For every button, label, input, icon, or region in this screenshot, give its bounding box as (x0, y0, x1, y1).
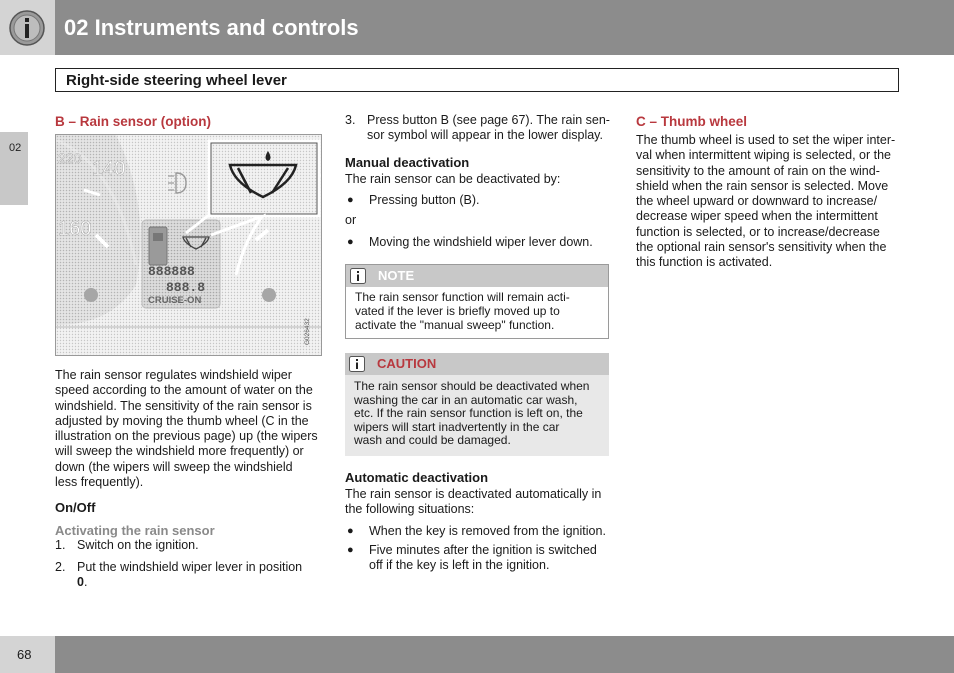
chapter-header (0, 0, 954, 55)
note-box (345, 264, 609, 339)
text-line: shield when the rain sensor is selected. Move (636, 178, 889, 193)
note-info-icon (350, 268, 366, 284)
text-line: illustration on the previous page) up (the wipers (55, 429, 318, 444)
text-line: washing the car in an automatic car wash, (354, 392, 578, 407)
section-bar (55, 68, 899, 92)
text-line: wash and could be damaged. (354, 433, 511, 448)
text-line: activate the "manual sweep" function. (355, 317, 555, 332)
automatic-deactivation-heading: Automatic deactivation (345, 470, 489, 485)
caution-header (345, 353, 609, 375)
speed-mark: 140 (92, 158, 126, 180)
bullet-item (347, 193, 479, 208)
speed-mark: 220 (58, 150, 82, 166)
auto-intro (345, 487, 601, 518)
bullet-text: Moving the windshield wiper lever down. (369, 235, 593, 249)
step-3 (345, 113, 610, 144)
chapter-tab-label: 02 (9, 142, 22, 154)
bullet-text: Five minutes after the ignition is switched (369, 543, 597, 557)
text-line: The rain sensor function will remain acti- (355, 290, 570, 304)
step-text-end: . (83, 575, 88, 590)
thumb-wheel-heading: C – Thumb wheel (636, 114, 748, 129)
text-line: windshield. The sensitivity of the rain sensor is (55, 398, 312, 413)
display-cruise: CRUISE-ON (148, 295, 202, 306)
chapter-title: 02 Instruments and controls (64, 15, 359, 40)
activating-heading: Activating the rain sensor (55, 523, 215, 538)
text-line: decrease wiper speed when the intermittent (636, 209, 878, 224)
manual-intro: The rain sensor can be deactivated by: (345, 172, 561, 186)
caution-box (345, 353, 609, 456)
step-text: Press button B (see page 67). The rain sen- (367, 113, 610, 127)
rain-sensor-paragraph (55, 368, 325, 490)
text-line: The thumb wheel is used to set the wiper inter- (636, 133, 896, 147)
step-number: 2. (55, 560, 66, 574)
display-temp: 888.8 (166, 280, 206, 295)
bullet-icon: ● (347, 194, 354, 206)
bullet-item (347, 543, 597, 574)
text-line: the following situations: (345, 502, 475, 517)
instrument-panel-illustration (56, 135, 321, 355)
step-2 (55, 560, 302, 591)
lever-position-value: 0 (77, 575, 84, 590)
caution-text (354, 380, 589, 448)
step-text: sor symbol will appear in the lower display. (367, 128, 603, 143)
caution-label: CAUTION (377, 356, 437, 371)
text-line: adjusted by moving the thumb wheel (C in the (55, 413, 309, 428)
chapter-tab (0, 132, 28, 205)
text-line: function is selected, or to increase/decrease (636, 224, 880, 239)
speed-mark: 160 (58, 218, 92, 240)
text-line: sensitivity to the amount of rain on the wind- (636, 163, 880, 178)
note-text (355, 291, 570, 332)
bullet-item (347, 235, 593, 250)
bullet-text: off if the key is left in the ignition. (369, 558, 550, 573)
text-line: The rain sensor is deactivated automatically in (345, 487, 602, 501)
display-digits: 888888 (148, 264, 195, 279)
page-number-box (0, 636, 55, 673)
thumb-wheel-paragraph (636, 133, 906, 271)
text-line: wipers will start inadvertently in the car (354, 419, 560, 434)
page-number: 68 (17, 647, 32, 662)
figure-code: G026432 (304, 318, 311, 345)
text-line: the wheel upward or downward to increase/ (636, 194, 878, 209)
or-text: or (345, 213, 357, 227)
note-label: NOTE (378, 268, 415, 283)
text-line: the optional rain sensor's sensitivity when the (636, 240, 887, 255)
text-line: less frequently). (55, 475, 144, 490)
onoff-heading: On/Off (55, 500, 96, 515)
step-number: 3. (345, 113, 356, 127)
text-line: etc. If the rain sensor function is left on, the (354, 406, 583, 421)
manual-deactivation-heading: Manual deactivation (345, 155, 470, 170)
text-line: The rain sensor regulates windshield wiper (55, 368, 292, 382)
text-line: vated if the lever is briefly moved up to (355, 303, 560, 318)
bullet-icon: ● (347, 525, 354, 537)
text-line: down (the wipers will sweep the windshield (55, 459, 293, 474)
step-1 (55, 538, 199, 553)
bullet-text: Pressing button (B). (369, 193, 480, 207)
caution-icon (349, 356, 365, 372)
info-circle-icon (9, 10, 45, 46)
instrument-panel-figure (55, 134, 322, 356)
text-line: will sweep the windshield more frequently) or (55, 444, 304, 459)
text-line: speed according to the amount of water on the (55, 383, 313, 398)
text-line: val when intermittent wiping is selected, or the (636, 148, 891, 163)
bullet-icon: ● (347, 236, 354, 248)
page-footer (0, 636, 954, 673)
rain-sensor-heading: B – Rain sensor (option) (55, 114, 212, 129)
header-icon-box (0, 0, 55, 55)
text-line: this function is activated. (636, 255, 773, 270)
bullet-text: When the key is removed from the ignition. (369, 524, 606, 538)
step-text: Put the windshield wiper lever in position (77, 560, 303, 574)
note-header (346, 265, 608, 287)
section-title: Right-side steering wheel lever (66, 72, 287, 89)
step-number: 1. (55, 538, 66, 552)
bullet-icon: ● (347, 544, 354, 556)
bullet-item (347, 524, 606, 539)
step-text: Switch on the ignition. (77, 538, 199, 552)
text-line: The rain sensor should be deactivated when (354, 379, 590, 393)
